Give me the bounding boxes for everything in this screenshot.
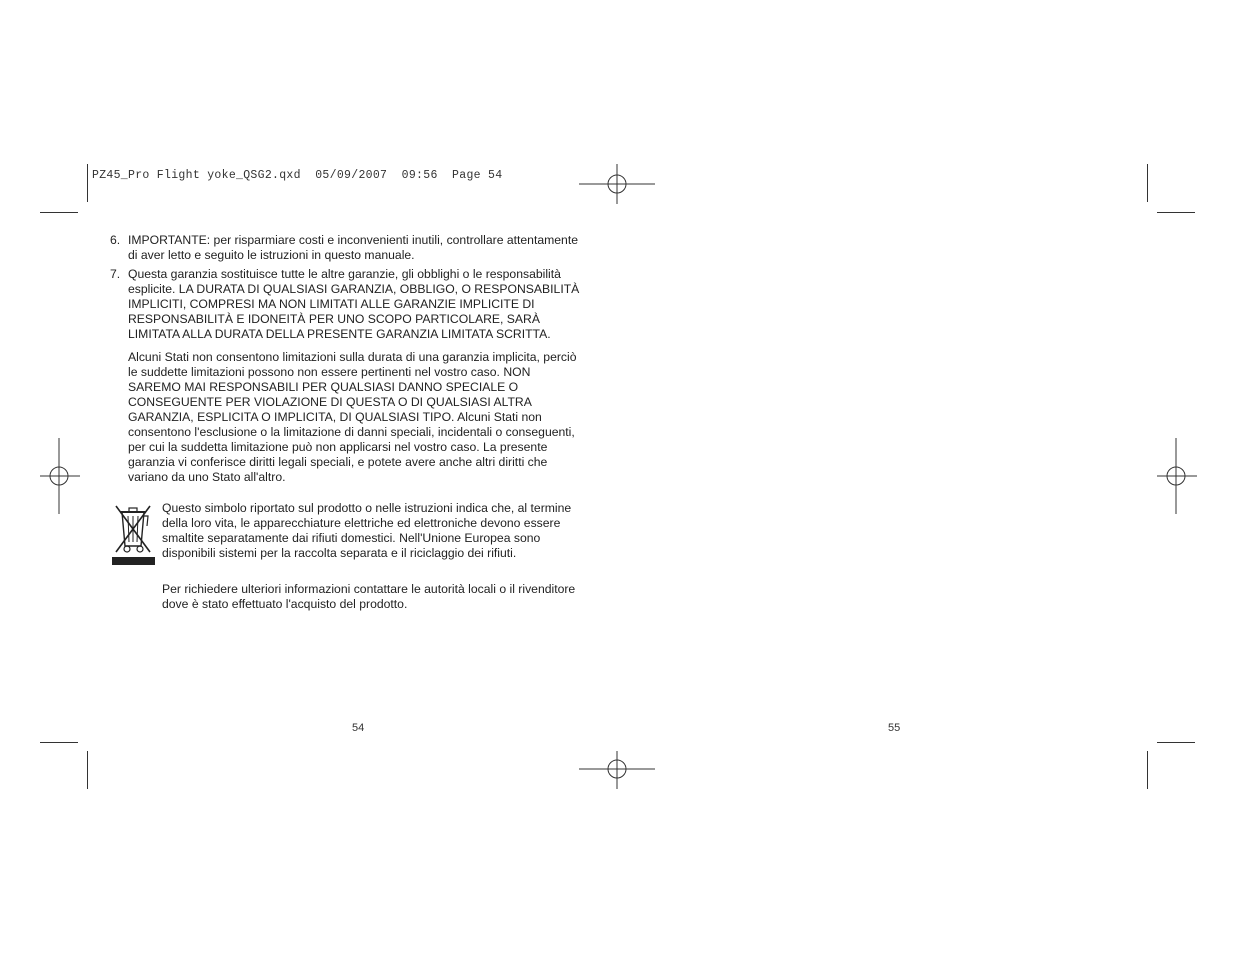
list-item xyxy=(110,267,595,342)
list-text: Questa garanzia sostituisce tutte le altre garanzie, gli obblighi o le responsabilità esplicite. LA DURATA DI QUALSIASI GARANZIA, OBBLIGO, O RESPONSABILITÀ IMPLICITI, COMPRESI MA NON LIMITATI ALLE GARANZIE IMPLICITE DI RESPONSABILITÀ E IDONEITÀ PER UNO SCOPO PARTICOLARE, SARÀ LIMITATA ALLA DURATA DELLA PRESENTE GARANZIA LIMITATA SCRITTA. xyxy=(128,267,580,341)
slug-line: PZ45_Pro Flight yoke_QSG2.qxd 05/09/2007 09:56 Page 54 xyxy=(92,169,503,182)
list-text: IMPORTANTE: per risparmiare costi e inconvenienti inutili, controllare attentamente di aver letto e seguito le istruzioni in questo manuale. xyxy=(128,233,578,262)
weee-text xyxy=(162,486,595,633)
crop-mark xyxy=(1157,212,1195,213)
registration-mark-icon xyxy=(1157,438,1197,514)
weee-section xyxy=(110,486,595,633)
page-number-left: 54 xyxy=(352,722,365,734)
warranty-text xyxy=(110,233,595,485)
list-number: 6. xyxy=(110,233,121,247)
registration-mark-icon xyxy=(579,751,655,791)
crop-mark xyxy=(87,751,88,789)
crop-mark xyxy=(40,742,78,743)
disclaimer-paragraph: Alcuni Stati non consentono limitazioni sulla durata di una garanzia implicita, perciò le suddette limitazioni possono non essere pertinenti nel vostro caso. NON SAREMO MAI RESPONSABILI PER QUALSIASI DANNO SPECIALE O CONSEGUENTE PER VIOLAZIONE DI QUESTA O DI QUALSIASI ALTRA GARANZIA, ESPLICITA O IMPLICITA, DI QUALSIASI TIPO. Alcuni Stati non consentono l'esclusione o la limitazione di danni speciali, incidentali o conseguenti, per cui la suddetta limitazione può non applicarsi nel vostro caso. La presente garanzia vi conferisce diritti legali speciali, e potete avere anche altri diritti che variano da uno Stato all'altro. xyxy=(128,350,577,484)
weee-paragraph: Questo simbolo riportato sul prodotto o nelle istruzioni indica che, al termine della loro vita, le apparecchiature elettriche ed elettroniche devono essere smaltite separatamente dai rifiuti domestici. Nell'Unione Europea sono disponibili sistemi per la raccolta separata e il riciclaggio dei rifiuti. xyxy=(162,501,572,560)
registration-mark-icon xyxy=(579,164,655,204)
crop-mark xyxy=(40,212,78,213)
list-number: 7. xyxy=(110,267,121,281)
crop-mark xyxy=(1147,164,1148,202)
weee-paragraph: Per richiedere ulteriori informazioni contattare le autorità locali o il rivenditore dove è stato effettuato l'acquisto del prodotto. xyxy=(162,582,576,611)
registration-mark-icon xyxy=(40,438,80,514)
crop-mark xyxy=(87,164,88,202)
list-item xyxy=(110,233,595,263)
page-number-right: 55 xyxy=(888,722,901,734)
crossed-out-wheelie-bin-icon xyxy=(112,502,154,556)
crop-mark xyxy=(1147,751,1148,789)
weee-bar xyxy=(112,557,155,565)
crop-mark xyxy=(1157,742,1195,743)
